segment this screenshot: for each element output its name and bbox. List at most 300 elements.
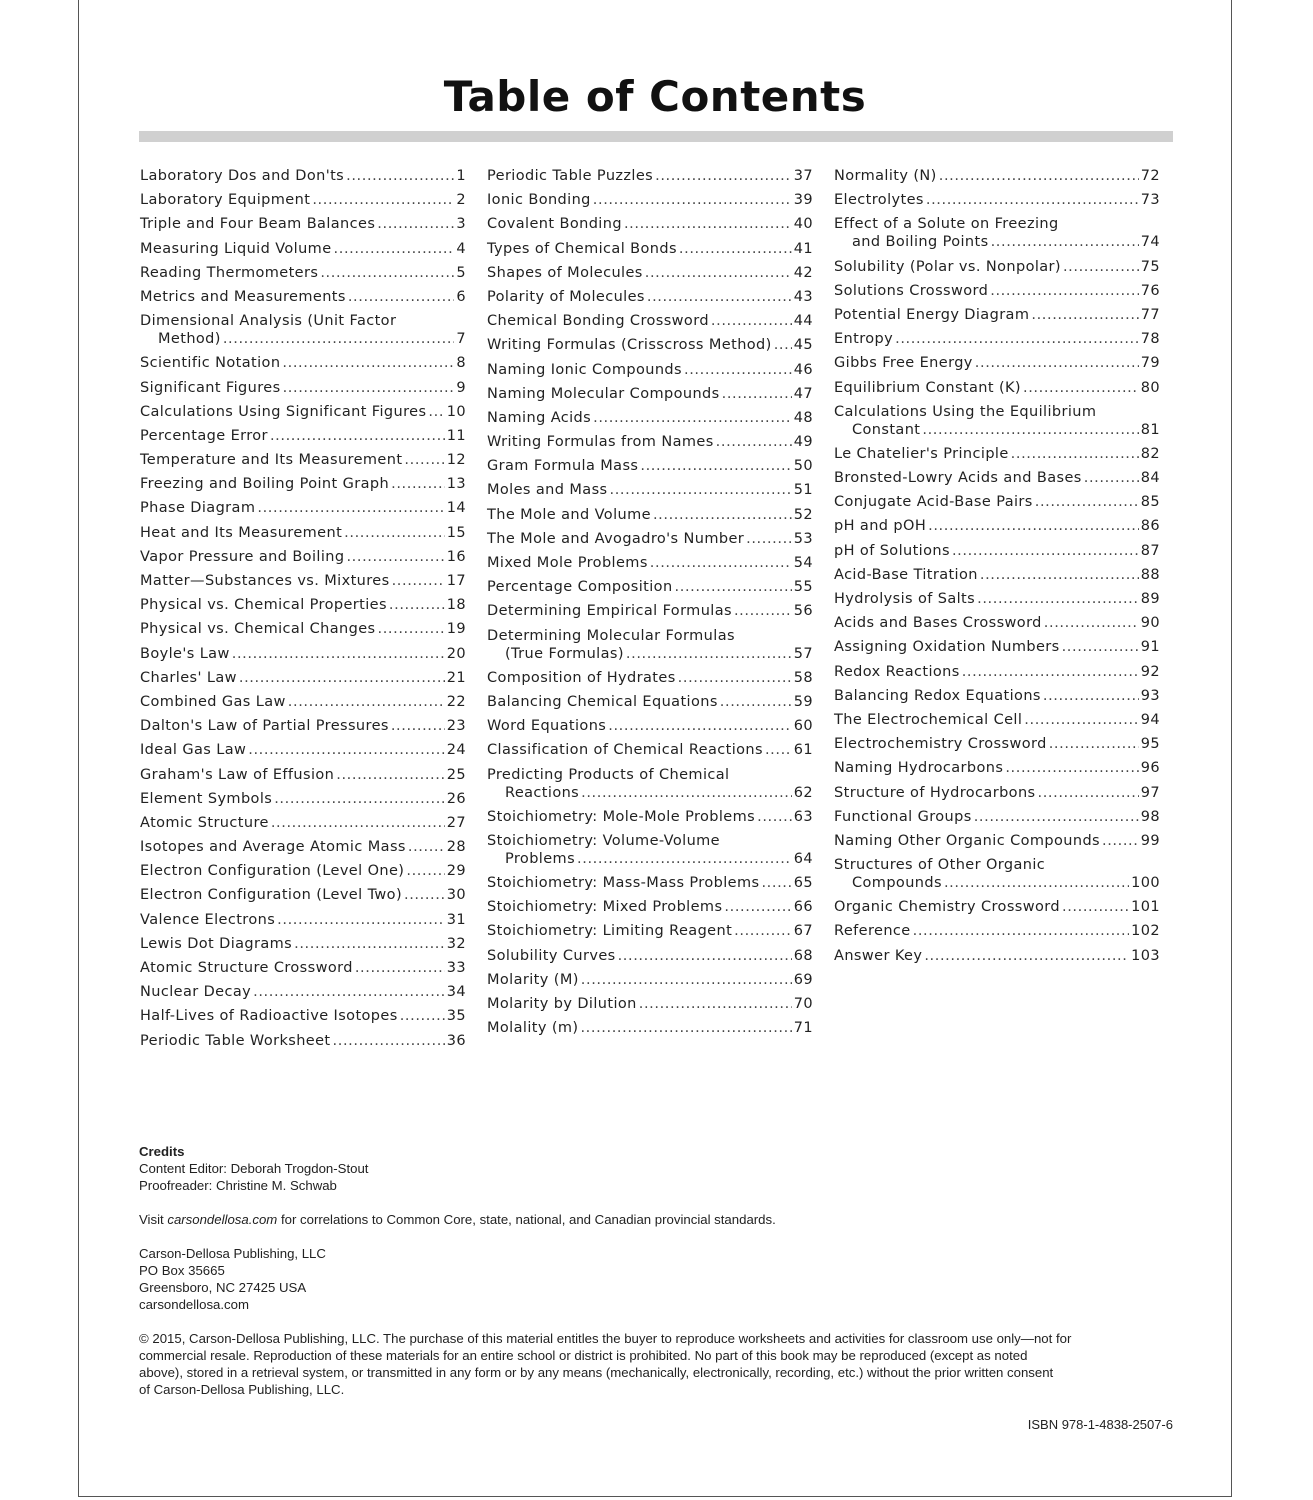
toc-entry: [140, 741, 466, 759]
toc-entry-label: Conjugate Acid-Base Pairs: [834, 494, 1033, 511]
toc-entry-label: Periodic Table Puzzles: [487, 168, 654, 184]
toc-entry-label: Matter—Substances vs. Mixtures: [140, 573, 390, 589]
toc-entry: [834, 445, 1160, 463]
toc-entry: [487, 554, 813, 572]
toc-entry: [487, 717, 813, 735]
dot-leader: [990, 282, 1139, 300]
toc-entry-page: 78: [1140, 331, 1160, 348]
toc-entry: [487, 602, 813, 620]
dot-leader: [408, 838, 445, 856]
toc-entry-page: 86: [1140, 518, 1160, 535]
dot-leader: [895, 330, 1139, 348]
toc-entry-label: Determining Empirical Formulas: [487, 603, 732, 620]
toc-entry: [140, 475, 466, 493]
dot-leader: [626, 645, 792, 663]
toc-entry-label: Electron Configuration (Level Two): [140, 887, 403, 904]
toc-entry-label: Metrics and Measurements: [140, 288, 346, 305]
toc-entry-page: 69: [793, 971, 813, 988]
toc-entry-label-continued: and Boiling Points: [852, 234, 989, 251]
toc-entry-label: Percentage Error: [140, 427, 268, 444]
toc-entry-label: Molality (m): [487, 1020, 579, 1037]
toc-entry: [487, 995, 813, 1013]
toc-entry: [487, 336, 813, 354]
toc-entry-page: 68: [793, 947, 813, 964]
toc-entry-label: Structures of Other Organic: [834, 857, 1046, 874]
toc-entry-label: Physical vs. Chemical Properties: [140, 597, 387, 614]
toc-entry: [140, 451, 466, 469]
toc-entry-label: Element Symbols: [140, 790, 273, 807]
dot-leader: [333, 1032, 445, 1050]
dot-leader: [1043, 687, 1139, 705]
toc-entry: [140, 766, 466, 784]
toc-entry-page: 74: [1140, 234, 1160, 251]
dot-leader: [294, 935, 445, 953]
toc-entry-label: Electron Configuration (Level One): [140, 863, 405, 880]
dot-leader: [581, 971, 792, 989]
title-divider: [139, 131, 1173, 142]
toc-entry-page: 52: [793, 506, 813, 523]
toc-entry-page: 50: [793, 458, 813, 475]
dot-leader: [655, 167, 792, 185]
toc-entry: [834, 167, 1160, 185]
copyright-line-2: commercial resale. Reproduction of these materials for an entire school or district is prohibited. No part of this book may be reproduced (except as noted: [139, 1348, 1028, 1363]
dot-leader: [962, 663, 1139, 681]
dot-leader: [716, 433, 792, 451]
toc-entry-page: 30: [446, 887, 466, 904]
toc-entry-label: Laboratory Dos and Don'ts: [140, 168, 345, 184]
toc-entry-label: Potential Energy Diagram: [834, 306, 1030, 323]
toc-entry-page: 4: [456, 240, 466, 257]
toc-entry-label: Mixed Mole Problems: [487, 555, 648, 571]
toc-entry-label: Hydrolysis of Salts: [834, 591, 976, 607]
toc-entry: [487, 1019, 813, 1037]
toc-entry-page: 45: [793, 337, 813, 354]
dot-leader: [939, 167, 1139, 185]
toc-entry: [140, 264, 466, 282]
toc-entry-page: 76: [1140, 282, 1160, 299]
dot-leader: [392, 572, 445, 590]
footer: [139, 1143, 1179, 1415]
toc-entry-page: 94: [1140, 711, 1160, 728]
toc-entry-label: Polarity of Molecules: [487, 288, 645, 305]
dot-leader: [720, 693, 792, 711]
toc-entry: [487, 191, 813, 209]
toc-entry-label: Naming Other Organic Compounds: [834, 832, 1101, 849]
toc-entry-page: 72: [1140, 168, 1160, 184]
visit-suffix: for correlations to Common Core, state, national, and Canadian provincial standards.: [277, 1212, 776, 1227]
toc-entry-page: 61: [793, 742, 813, 759]
toc-entry-label: Classification of Chemical Reactions: [487, 742, 763, 759]
toc-entry: [487, 288, 813, 306]
toc-entry-label: Periodic Table Worksheet: [140, 1032, 331, 1049]
toc-entry-label: Percentage Composition: [487, 579, 673, 596]
toc-entry-label: Solubility (Polar vs. Nonpolar): [834, 258, 1061, 275]
dot-leader: [678, 669, 792, 687]
toc-entry: [487, 385, 813, 403]
toc-entry: [834, 759, 1160, 777]
dot-leader: [400, 1007, 445, 1025]
toc-entry-label: Redox Reactions: [834, 663, 960, 680]
toc-entry-page: 63: [793, 808, 813, 825]
toc-entry: [834, 687, 1160, 705]
dot-leader: [288, 693, 445, 711]
toc-entry: [487, 215, 813, 233]
dot-leader: [348, 288, 455, 306]
toc-entry-label: Calculations Using Significant Figures: [140, 403, 427, 420]
toc-entry-label: Temperature and Its Measurement: [140, 452, 403, 469]
toc-entry-page: 20: [446, 645, 466, 662]
dot-leader: [312, 191, 454, 209]
dot-leader: [711, 312, 792, 330]
credits-editor: Content Editor: Deborah Trogdon-Stout: [139, 1161, 369, 1176]
toc-entry-label: Equilibrium Constant (K): [834, 379, 1021, 396]
toc-entry-label: Molarity by Dilution: [487, 996, 637, 1012]
dot-leader: [974, 808, 1139, 826]
toc-entry: [834, 306, 1160, 324]
toc-entry-label: Solutions Crossword: [834, 282, 989, 299]
toc-entry-page: 67: [793, 923, 813, 940]
toc-entry-label: Half-Lives of Radioactive Isotopes: [140, 1008, 398, 1025]
toc-entry: [834, 808, 1160, 826]
toc-entry-page: 60: [793, 718, 813, 735]
dot-leader: [257, 499, 444, 517]
toc-entry: [487, 669, 813, 687]
dot-leader: [977, 590, 1139, 608]
toc-entry-page: 73: [1140, 192, 1160, 209]
toc-entry-label: Bronsted-Lowry Acids and Bases: [834, 470, 1082, 487]
toc-entry-label: pH and pOH: [834, 518, 927, 535]
toc-entry-label: Gram Formula Mass: [487, 458, 639, 475]
toc-entry: [487, 808, 813, 826]
credits-block: [139, 1143, 1179, 1194]
toc-entry: [140, 548, 466, 566]
dot-leader: [232, 645, 445, 663]
dot-leader: [1062, 898, 1129, 916]
toc-entry: [140, 427, 466, 445]
toc-entry-page: 54: [793, 555, 813, 571]
toc-entry: [487, 832, 813, 868]
toc-entry: [834, 542, 1160, 560]
toc-entry: [834, 379, 1160, 397]
toc-entry: [834, 832, 1160, 850]
toc-entry-page: 64: [793, 850, 813, 867]
toc-entry-page: 98: [1140, 808, 1160, 825]
toc-entry: [487, 506, 813, 524]
toc-entry-page: 81: [1140, 421, 1160, 438]
toc-entry-page: 41: [793, 240, 813, 257]
toc-entry: [140, 693, 466, 711]
dot-leader: [334, 240, 455, 258]
toc-entry-page: 97: [1140, 784, 1160, 801]
dot-leader: [428, 403, 444, 421]
toc-entry: [140, 645, 466, 663]
toc-entry: [140, 191, 466, 209]
dot-leader: [913, 922, 1129, 940]
toc-entry-page: 26: [446, 790, 466, 807]
dot-leader: [980, 566, 1139, 584]
toc-entry-label: Naming Hydrocarbons: [834, 760, 1004, 777]
toc-entry-label: pH of Solutions: [834, 542, 950, 559]
toc-entry-label-continued: Method): [158, 331, 221, 348]
toc-entry-label: Atomic Structure: [140, 814, 269, 831]
toc-entry: [834, 590, 1160, 608]
toc-entry-label: Moles and Mass: [487, 482, 608, 499]
visit-prefix: Visit: [139, 1212, 168, 1227]
toc-entry: [140, 983, 466, 1001]
dot-leader: [1031, 306, 1138, 324]
toc-entry: [140, 717, 466, 735]
toc-entry-page: 21: [446, 669, 466, 686]
toc-entry-label: Dimensional Analysis (Unit Factor: [140, 313, 397, 330]
toc-entry-page: 18: [446, 597, 466, 614]
toc-entry-label-continued: (True Formulas): [505, 645, 624, 662]
toc-entry: [834, 517, 1160, 535]
dot-leader: [975, 354, 1139, 372]
toc-entry: [487, 167, 813, 185]
toc-entry: [140, 1032, 466, 1050]
toc-entry-page: 9: [456, 379, 466, 396]
toc-entry-page: 79: [1140, 355, 1160, 372]
toc-entry-page: 59: [793, 693, 813, 710]
toc-entry-page: 2: [456, 192, 466, 209]
toc-entry-label: Organic Chemistry Crossword: [834, 899, 1060, 916]
toc-entry: [487, 741, 813, 759]
toc-entry-page: 44: [793, 313, 813, 330]
toc-entry: [834, 922, 1160, 940]
toc-entry: [487, 627, 813, 663]
dot-leader: [647, 288, 792, 306]
dot-leader: [944, 874, 1129, 892]
isbn: ISBN 978-1-4838-2507-6: [1027, 1417, 1173, 1432]
toc-entry: [140, 403, 466, 421]
toc-entry-label: Types of Chemical Bonds: [487, 240, 677, 257]
dot-leader: [1011, 445, 1139, 463]
toc-entry-label: Normality (N): [834, 168, 937, 184]
toc-entry-page: 31: [446, 911, 466, 928]
dot-leader: [581, 784, 792, 802]
toc-entry-label: Stoichiometry: Mass-Mass Problems: [487, 875, 760, 892]
dot-leader: [1023, 379, 1139, 397]
toc-entry: [834, 330, 1160, 348]
dot-leader: [1005, 759, 1138, 777]
toc-entry-label: Functional Groups: [834, 808, 972, 825]
toc-entry: [140, 838, 466, 856]
toc-entry-page: 14: [446, 500, 466, 517]
toc-entry: [834, 784, 1160, 802]
toc-entry-page: 92: [1140, 663, 1160, 680]
toc-entry-label: Naming Acids: [487, 409, 592, 426]
toc-entry: [140, 862, 466, 880]
toc-entry-page: 24: [446, 742, 466, 759]
toc-entry-page: 19: [446, 621, 466, 638]
toc-entry-label: Phase Diagram: [140, 500, 256, 517]
toc-entry: [834, 469, 1160, 487]
toc-entry-label: Effect of a Solute on Freezing: [834, 216, 1059, 233]
toc-entry-page: 84: [1140, 470, 1160, 487]
toc-entry-label: Balancing Chemical Equations: [487, 693, 718, 710]
toc-entry-page: 80: [1140, 379, 1160, 396]
toc-entry: [487, 361, 813, 379]
toc-entry-label: Reading Thermometers: [140, 264, 319, 281]
toc-entry-label: Reference: [834, 923, 911, 940]
dot-leader: [618, 947, 792, 965]
toc-entry-label: Combined Gas Law: [140, 693, 286, 710]
toc-entry-label: Covalent Bonding: [487, 216, 622, 233]
toc-entry: [834, 258, 1160, 276]
dot-leader: [734, 922, 792, 940]
dot-leader: [355, 959, 445, 977]
toc-entry-label: Heat and Its Measurement: [140, 524, 343, 541]
visit-site: carsondellosa.com: [167, 1212, 278, 1227]
toc-entry-page: 16: [446, 548, 466, 565]
dot-leader: [650, 554, 792, 572]
dot-leader: [378, 620, 445, 638]
toc-entry-label: Scientific Notation: [140, 355, 281, 372]
toc-entry-label-continued: Problems: [505, 850, 576, 867]
dot-leader: [1049, 735, 1139, 753]
toc-entry-label: Valence Electrons: [140, 911, 276, 928]
toc-entry-page: 101: [1131, 899, 1160, 916]
toc-entry-label: Acids and Bases Crossword: [834, 615, 1042, 632]
dot-leader: [239, 669, 445, 687]
toc-entry: [487, 693, 813, 711]
toc-entry: [140, 499, 466, 517]
toc-entry: [140, 814, 466, 832]
toc-entry: [140, 312, 466, 348]
dot-leader: [1044, 614, 1139, 632]
copyright-line-4: of Carson-Dellosa Publishing, LLC.: [139, 1382, 345, 1397]
toc-entry-label: Naming Molecular Compounds: [487, 385, 720, 402]
toc-entry-page: 65: [793, 875, 813, 892]
dot-leader: [610, 481, 792, 499]
toc-entry: [834, 898, 1160, 916]
credits-proofreader: Proofreader: Christine M. Schwab: [139, 1178, 337, 1193]
toc-entry: [140, 215, 466, 233]
toc-entry-label: The Mole and Volume: [487, 506, 651, 523]
dot-leader: [346, 548, 444, 566]
toc-entry-label: Graham's Law of Effusion: [140, 766, 335, 783]
toc-entry: [140, 524, 466, 542]
toc-entry: [140, 886, 466, 904]
toc-entry-label-continued: Compounds: [852, 875, 942, 892]
toc-entry-page: 7: [456, 331, 466, 348]
toc-entry: [487, 971, 813, 989]
toc-entry-page: 46: [793, 361, 813, 378]
toc-entry: [834, 403, 1160, 439]
dot-leader: [991, 233, 1139, 251]
dot-leader: [593, 409, 792, 427]
toc-entry-label: Stoichiometry: Mixed Problems: [487, 899, 723, 916]
toc-entry-page: 58: [793, 669, 813, 686]
toc-entry: [834, 711, 1160, 729]
toc-entry-page: 55: [793, 579, 813, 596]
toc-entry: [487, 433, 813, 451]
dot-leader: [952, 542, 1139, 560]
dot-leader: [270, 427, 445, 445]
toc-entry-label: Calculations Using the Equilibrium: [834, 403, 1097, 420]
dot-leader: [320, 264, 454, 282]
toc-entry-page: 25: [446, 766, 466, 783]
toc-entry: [834, 856, 1160, 892]
dot-leader: [928, 517, 1139, 535]
toc-entry: [487, 481, 813, 499]
dot-leader: [757, 808, 792, 826]
dot-leader: [1063, 258, 1139, 276]
toc-entry-page: 88: [1140, 566, 1160, 583]
toc-entry: [487, 898, 813, 916]
toc-entry-page: 27: [446, 814, 466, 831]
dot-leader: [640, 457, 791, 475]
dot-leader: [593, 191, 792, 209]
dot-leader: [377, 215, 454, 233]
dot-leader: [761, 874, 791, 892]
toc-entry-page: 29: [446, 863, 466, 880]
toc-entry-page: 3: [456, 216, 466, 233]
toc-entry-page: 42: [793, 264, 813, 281]
toc-entry-page: 40: [793, 216, 813, 233]
toc-entry-label: Naming Ionic Compounds: [487, 361, 682, 378]
dot-leader: [734, 602, 792, 620]
toc-entry: [487, 409, 813, 427]
toc-entry-page: 87: [1140, 542, 1160, 559]
dot-leader: [746, 530, 792, 548]
toc-entry-page: 91: [1140, 639, 1160, 656]
toc-entry: [834, 638, 1160, 656]
copyright-line-3: above), stored in a retrieval system, or transmitted in any form or by any means (mechanically, electronically, recording, etc.) without the prior written consent: [139, 1365, 1054, 1380]
toc-entry-label: Determining Molecular Formulas: [487, 627, 735, 644]
toc-entry-label: Assigning Oxidation Numbers: [834, 639, 1060, 656]
toc-entry-label: Measuring Liquid Volume: [140, 240, 332, 257]
toc-entry-label: Structure of Hydrocarbons: [834, 784, 1036, 801]
dot-leader: [577, 850, 792, 868]
dot-leader: [406, 862, 444, 880]
dot-leader: [774, 336, 792, 354]
toc-entry-page: 89: [1140, 591, 1160, 607]
dot-leader: [404, 886, 445, 904]
toc-entry-page: 17: [446, 573, 466, 589]
toc-entry-page: 5: [456, 264, 466, 281]
toc-entry-label: Laboratory Equipment: [140, 192, 311, 209]
toc-entry-page: 11: [446, 427, 466, 444]
toc-entry-label: Nuclear Decay: [140, 984, 252, 1001]
dot-leader: [684, 361, 792, 379]
toc-entry-label: Gibbs Free Energy: [834, 355, 973, 372]
dot-leader: [922, 421, 1138, 439]
toc-entry: [487, 530, 813, 548]
toc-entry-page: 82: [1140, 445, 1160, 462]
toc-entry-page: 70: [793, 996, 813, 1012]
dot-leader: [391, 717, 445, 735]
toc-entry-label: Writing Formulas (Crisscross Method): [487, 337, 772, 354]
toc-entry-label: Composition of Hydrates: [487, 669, 676, 686]
toc-entry-page: 47: [793, 385, 813, 402]
dot-leader: [639, 995, 792, 1013]
toc-entry: [140, 596, 466, 614]
toc-entry: [487, 264, 813, 282]
toc-entry-label: Freezing and Boiling Point Graph: [140, 476, 390, 493]
toc-entry-page: 33: [446, 960, 466, 976]
dot-leader: [283, 379, 455, 397]
toc-entry-label: Triple and Four Beam Balances: [140, 216, 376, 233]
toc-entry: [487, 766, 813, 802]
toc-entry: [140, 240, 466, 258]
toc-entry: [834, 493, 1160, 511]
toc-entry: [140, 167, 466, 185]
dot-leader: [1024, 711, 1138, 729]
dot-leader: [653, 506, 792, 524]
document-page: [78, 0, 1232, 1497]
toc-entry: [487, 457, 813, 475]
